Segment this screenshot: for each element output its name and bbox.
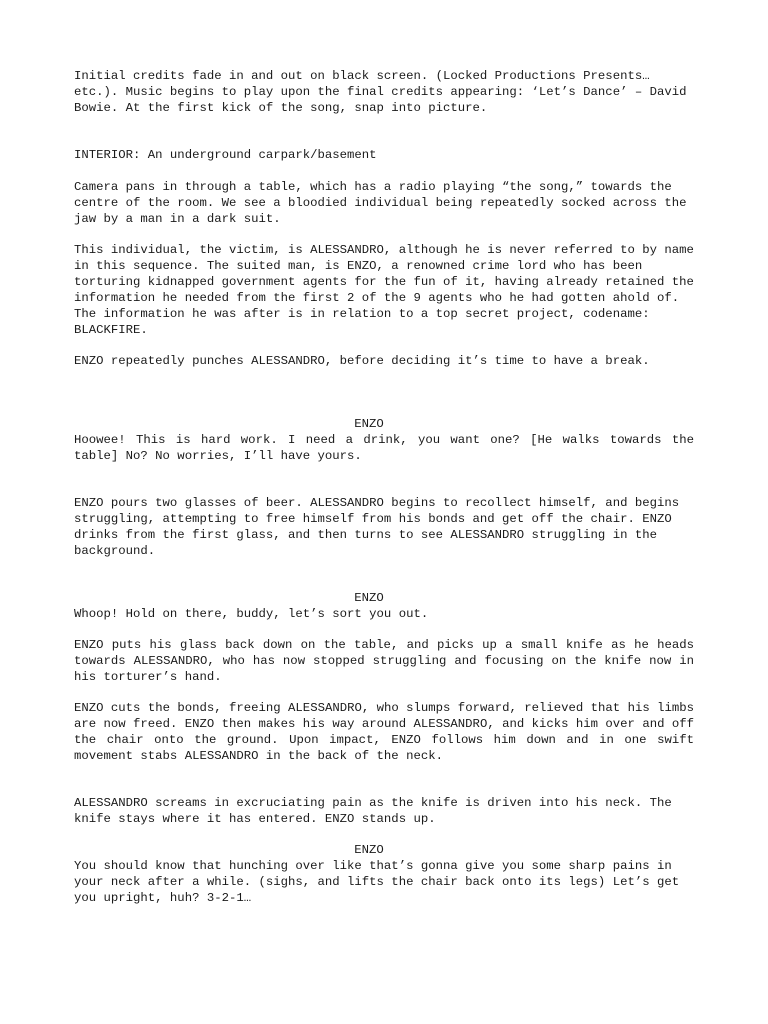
action-paragraph-bonds: ENZO cuts the bonds, freeing ALESSANDRO, who slumps forward, relieved that his limbs are now freed. ENZO then makes his way around ALESSANDRO, and kicks him over and off the chair onto the ground. Upon impact, ENZO follows him down and in one swift movement stabs ALESSANDRO in the back of the neck. xyxy=(74,701,694,763)
scene-heading: INTERIOR: An underground carpark/basement xyxy=(74,148,377,162)
dialogue-enzo-1: Hoowee! This is hard work. I need a drink, you want one? [He walks towards the table] No? No worries, I’ll have yours. xyxy=(74,433,694,463)
dialogue-enzo-2: Whoop! Hold on there, buddy, let’s sort you out. xyxy=(74,607,429,621)
character-cue-enzo-1: ENZO xyxy=(354,417,384,431)
action-paragraph-knife: ENZO puts his glass back down on the table, and picks up a small knife as he heads towards ALESSANDRO, who has now stopped struggling and focusing on the knife now in his torturer’s hand. xyxy=(74,638,694,684)
action-paragraph-camera: Camera pans in through a table, which has a radio playing “the song,” towards the centre of the room. We see a bloodied individual being repeatedly socked across the jaw by a man in a dark suit. xyxy=(74,180,687,226)
action-paragraph-beer: ENZO pours two glasses of beer. ALESSANDRO begins to recollect himself, and begins struggling, attempting to free himself from his bonds and get off the chair. ENZO drinks from the first glass, and then turns to see ALESSANDRO struggling in the background. xyxy=(74,496,680,558)
character-cue-enzo-3: ENZO xyxy=(354,843,384,857)
action-paragraph-characters: This individual, the victim, is ALESSANDRO, although he is never referred to by name in this sequence. The suited man, is ENZO, a renowned crime lord who has been torturing kidnapped government agents for the fun of it, having already retained the information he needed from the first 2 of the 9 agents who he had gotten ahold of. The information he was after is in relation to a top secret project, codename: BLACKFIRE. xyxy=(74,243,694,337)
character-cue-enzo-2: ENZO xyxy=(354,591,384,605)
action-paragraph-scream: ALESSANDRO screams in excruciating pain as the knife is driven into his neck. The knife stays where it has entered. ENZO stands up. xyxy=(74,796,672,826)
dialogue-enzo-3: You should know that hunching over like that’s gonna give you some sharp pains in your neck after a while. (sighs, and lifts the chair back onto its legs) Let’s get you upright, huh? 3-2-1… xyxy=(74,859,680,905)
opening-action-paragraph: Initial credits fade in and out on black screen. (Locked Productions Presents… etc.). Music begins to play upon the final credits appearing: ‘Let’s Dance’ – David Bowie. At the first kick of the song, snap into picture. xyxy=(74,69,687,115)
action-paragraph-punches: ENZO repeatedly punches ALESSANDRO, before deciding it’s time to have a break. xyxy=(74,354,650,368)
